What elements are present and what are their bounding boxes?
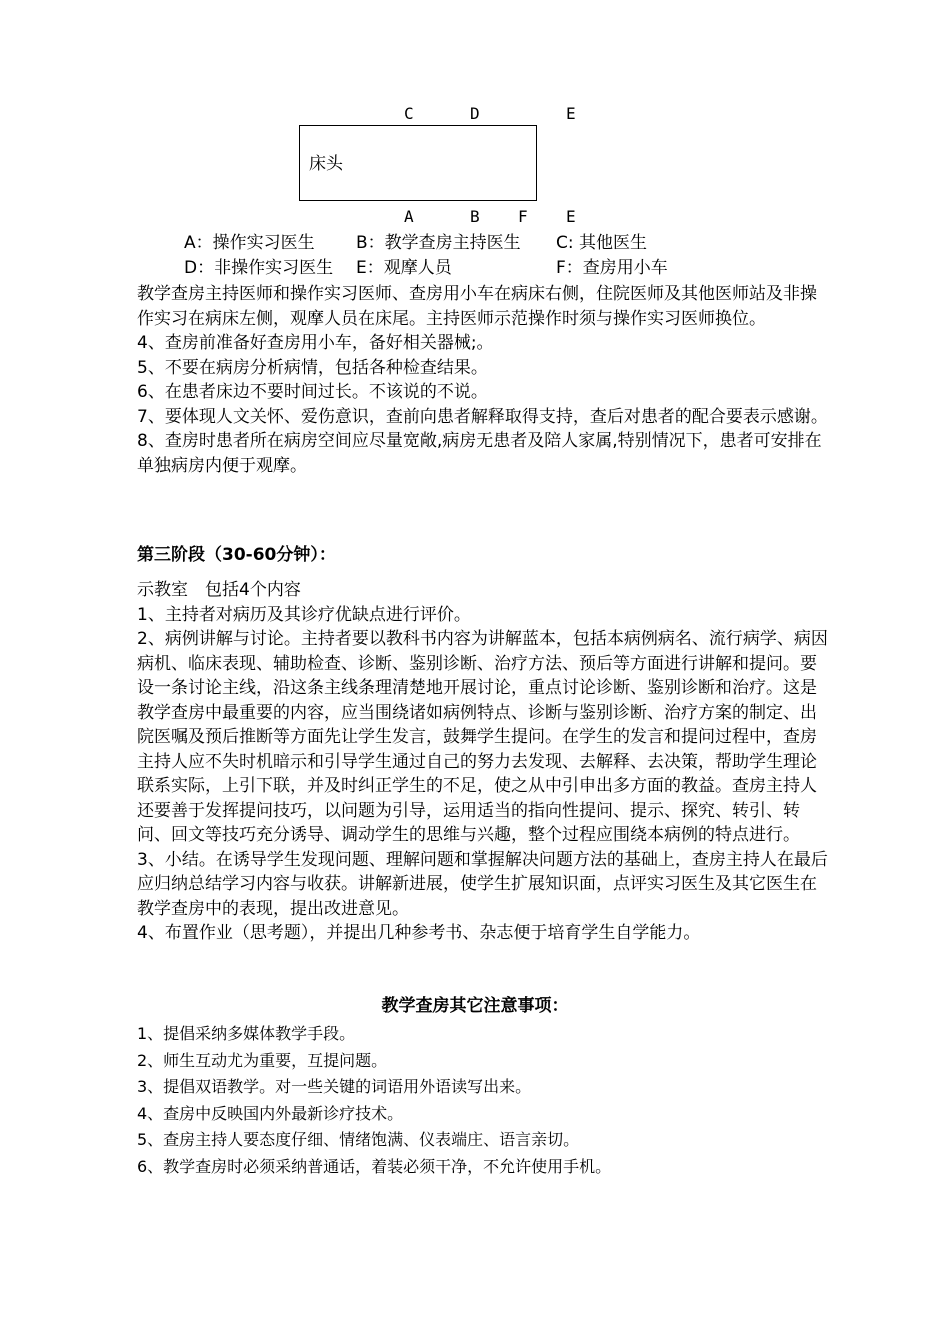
list-item: 4、布置作业（思考题），并提出几种参考书、杂志便于培育学生自学能力。 (137, 923, 701, 943)
legend-item-c: C: 其他医生 (556, 233, 648, 253)
legend-item-a: A：操作实习医生 (184, 233, 315, 253)
list-item: 6、教学查房时必须采纳普通话，着装必须干净，不允许使用手机。 (137, 1156, 612, 1176)
paragraph-positions: 教学查房主持医师和操作实习医师、查房用小车在病床右侧，住院医师及其他医师站及非操作实习在病床左侧，观摩人员在床尾。主持医师示范操作时须与操作实习医师换位。 (137, 284, 817, 329)
legend-item-e: E：观摩人员 (356, 258, 452, 278)
legend-item-f: F：查房用小车 (556, 258, 668, 278)
list-item: 5、查房主持人要态度仔细、情绪饱满、仪表端庄、语言亲切。 (137, 1130, 580, 1149)
notes-heading: 教学查房其它注意事项： (381, 996, 569, 1016)
legend-item-b: B：教学查房主持医生 (356, 233, 521, 253)
bed-head-label: 床头 (309, 154, 343, 174)
list-item: 2、师生互动尤为重要，互提问题。 (137, 1050, 388, 1070)
position-label-a: A (404, 207, 414, 226)
position-label-d: D (470, 104, 480, 123)
section-stage-3 (137, 578, 832, 946)
list-item: 6、在患者床边不要时间过长。不该说的不说。 (137, 382, 488, 402)
list-item: 5、不要在病房分析病情，包括各种检查结果。 (137, 357, 488, 378)
paragraph-intro: 示教室 包括4个内容 (137, 580, 301, 600)
list-item: 3、小结。在诱导学生发现问题、理解问题和掌握解决问题方法的基础上，查房主持人在最后应归纳总结学习内容与收获。讲解新进展，使学生扩展知识面，点评实习医生及其它医生在教学查房中的表现，提出改进意见。 (137, 849, 828, 919)
list-item: 7、要体现人文关怀、爱伤意识，查前向患者解释取得支持，查后对患者的配合要表示感谢。 (137, 406, 828, 427)
notes-list (137, 1021, 832, 1180)
stage-3-heading: 第三阶段（30-60分钟）： (137, 545, 336, 565)
list-item: 1、提倡采纳多媒体教学手段。 (137, 1024, 356, 1043)
position-label-e-bottom: E (566, 207, 576, 226)
position-label-c: C (404, 104, 414, 123)
list-item: 1、主持者对病历及其诊疗优缺点进行评价。 (137, 604, 471, 625)
list-item: 4、查房中反映国内外最新诊疗技术。 (137, 1103, 404, 1123)
position-label-b: B (470, 207, 480, 226)
list-item: 3、提倡双语教学。对一些关键的词语用外语读写出来。 (137, 1077, 532, 1096)
bed-position-diagram (0, 0, 950, 230)
position-label-f: F (518, 207, 528, 226)
position-label-e-top: E (566, 104, 576, 123)
list-item: 8、查房时患者所在病房空间应尽量宽敞,病房无患者及陪人家属,特别情况下，患者可安排在单独病房内便于观摩。 (137, 431, 822, 476)
bed-outline (299, 125, 537, 201)
list-item: 2、病例讲解与讨论。主持者要以教科书内容为讲解蓝本，包括本病例病名、流行病学、病因病机、临床表现、辅助检查、诊断、鉴别诊断、治疗方法、预后等方面进行讲解和提问。要设一条讨论主线，沿这条主线条理清楚地开展讨论，重点讨论诊断、鉴别诊断和治疗。这是教学查房中最重要的内容，应当围绕诸如病例特点、诊断与鉴别诊断、治疗方案的制定、出院医嘱及预后推断等方面先让学生发言，鼓舞学生提问。在学生的发言和提问过程中，查房主持人应不失时机暗示和引导学生通过自己的努力去发现、去解释、去决策，帮助学生理论联系实际，上引下联，并及时纠正学生的不足，使之从中引申出多方面的教益。查房主持人还要善于发挥提问技巧，以问题为引导，运用适当的指向性提问、提示、探究、转引、转问、回文等技巧充分诱导、调动学生的思维与兴趣，整个过程应围绕本病例的特点进行。 (137, 629, 828, 845)
list-item: 4、查房前准备好查房用小车，备好相关器械;。 (137, 333, 494, 353)
legend-item-d: D：非操作实习医生 (184, 258, 334, 278)
section-bedside-rules (137, 282, 832, 478)
